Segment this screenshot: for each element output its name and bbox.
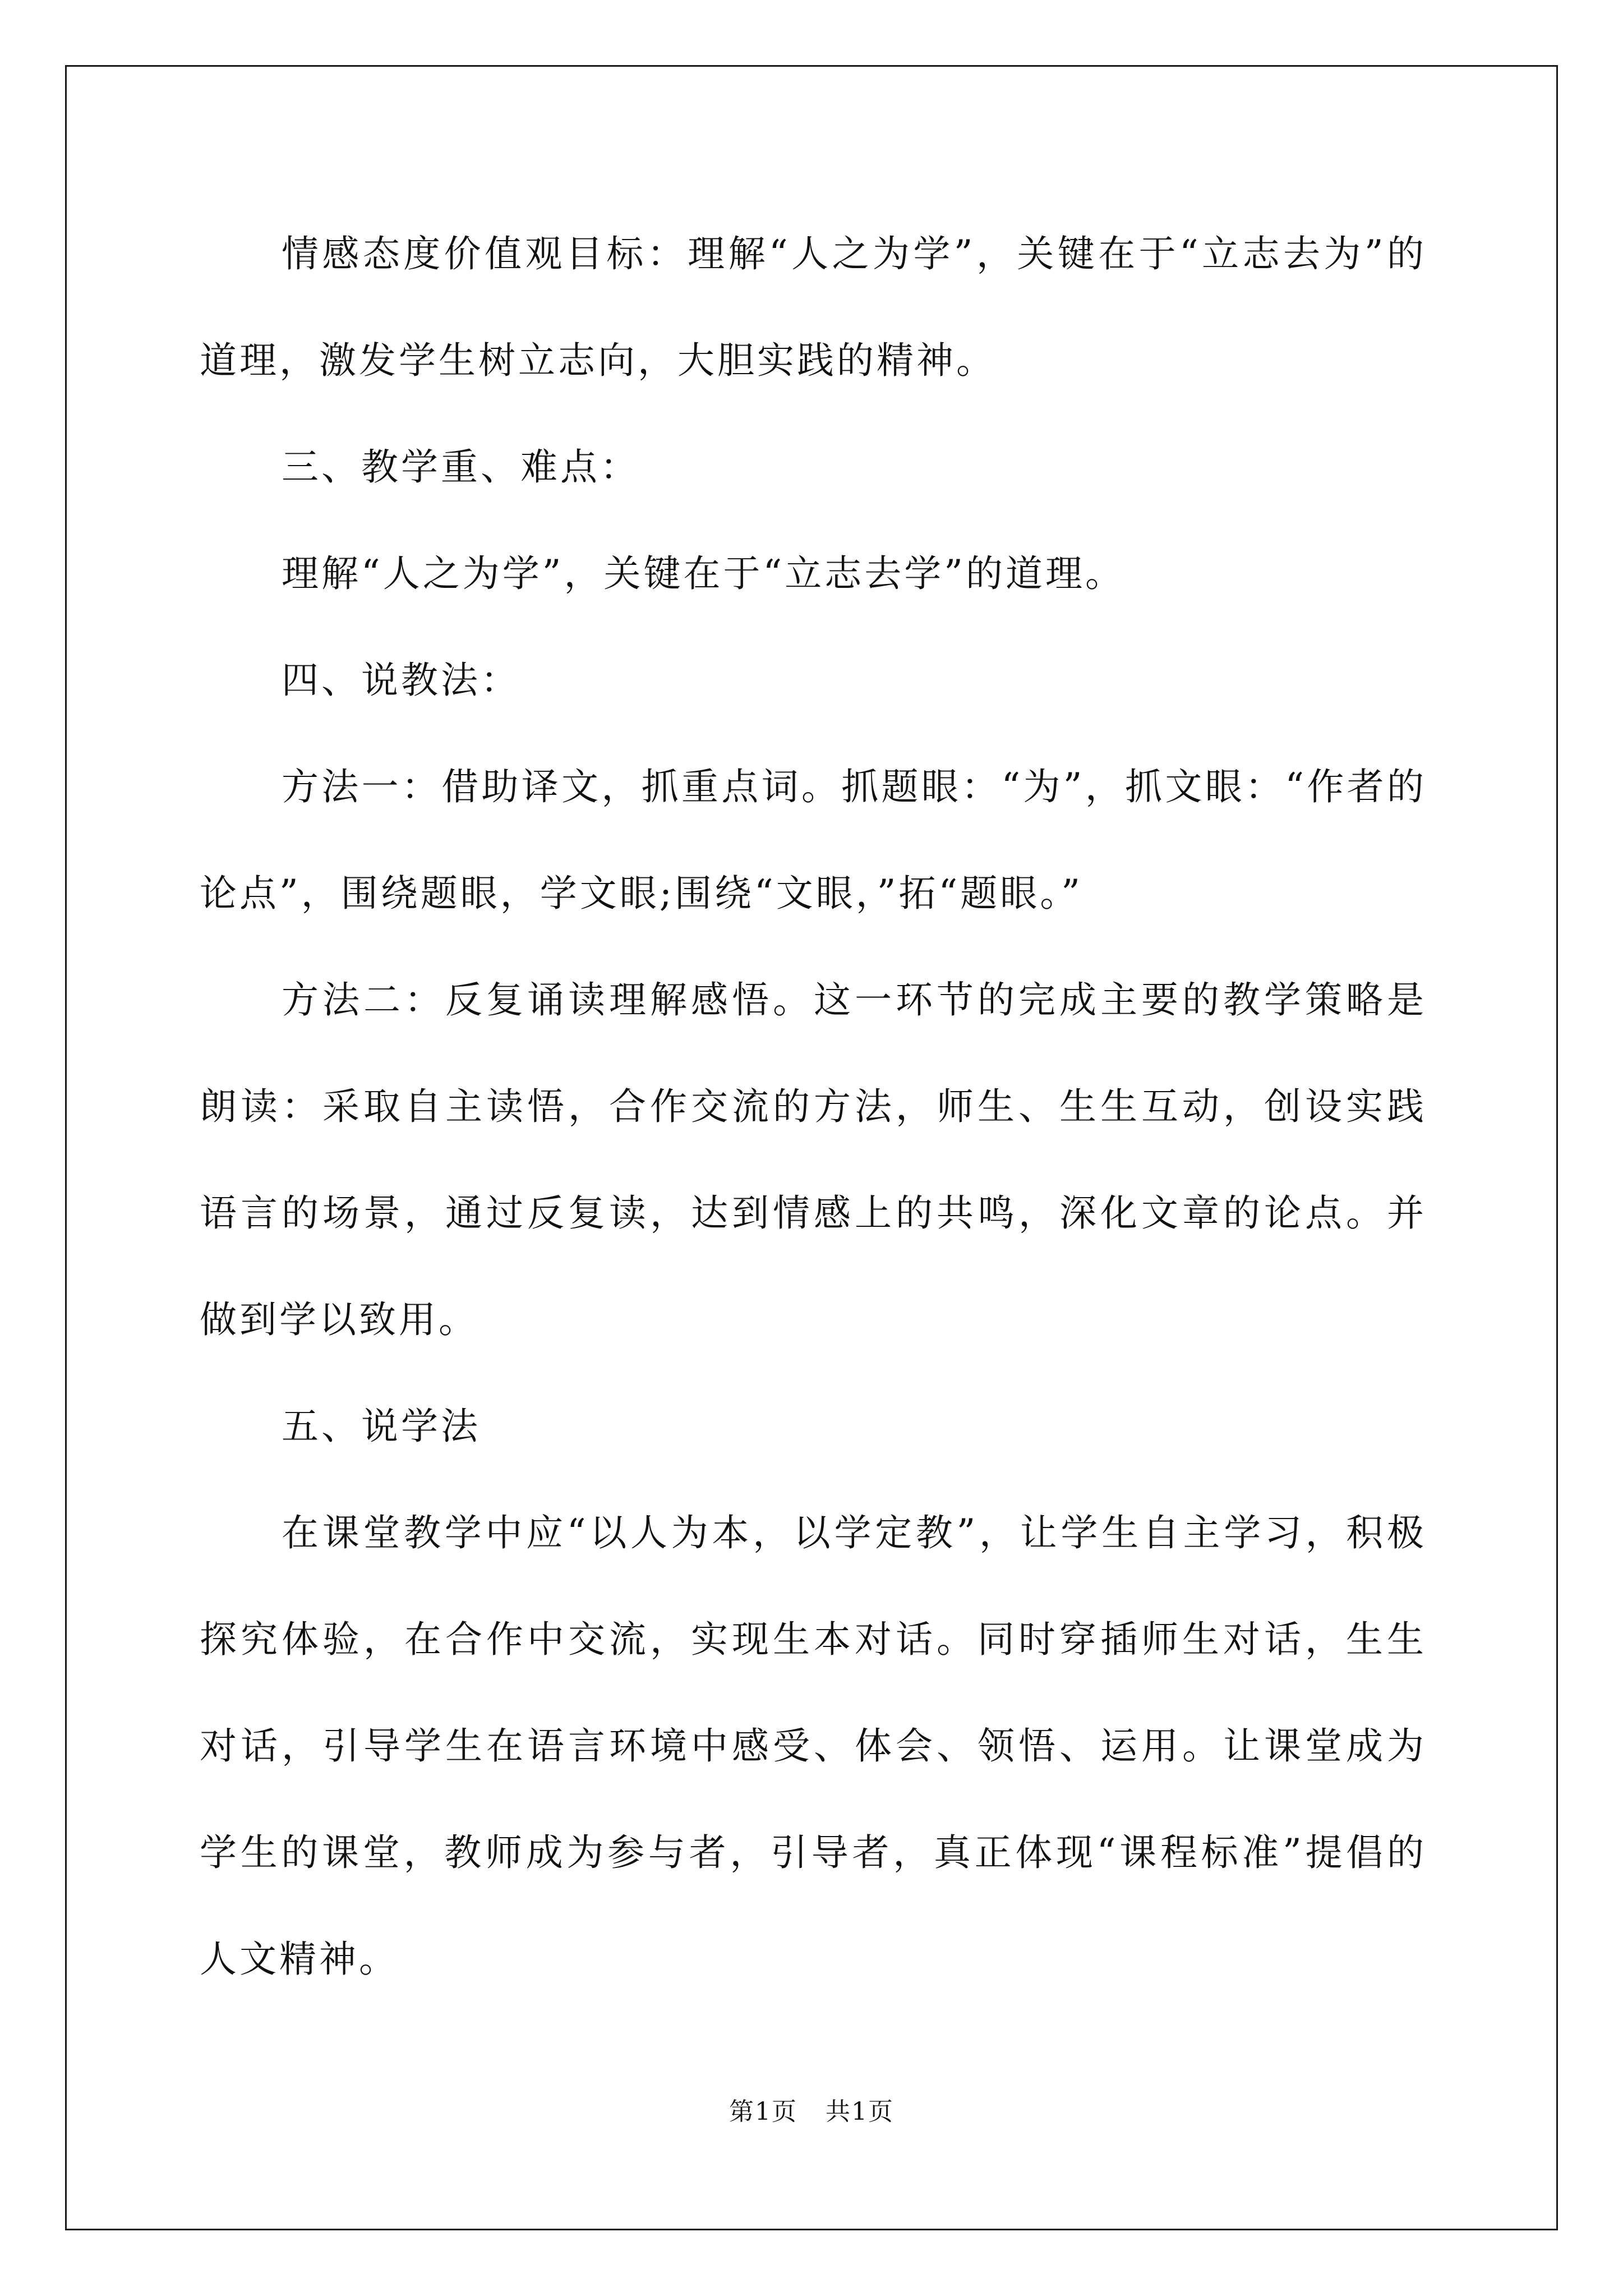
paragraph-objective: 情感态度价值观目标：理解“人之为学”，关键在于“立志去为”的道理，激发学生树立志向，大胆实践的精神。 — [200, 232, 1427, 382]
heading-teaching-methods: 四、说教法： — [282, 659, 520, 702]
page-number-current: 第1页 — [729, 2097, 797, 2126]
paragraph-learning-methods: 在课堂教学中应“以人为本，以学定教”，让学生自主学习，积极探究体验，在合作中交流，实现生本对话。同时穿插师生对话，生生对话，引导学生在语言环境中感受、体会、领悟、运用。让课堂成为学生的课堂，教师成为参与者，引导者，真正体现“课程标准”提倡的人文精神。 — [200, 1511, 1427, 1981]
heading-learning-methods: 五、说学法 — [282, 1405, 481, 1448]
paragraph-key-points: 理解“人之为学”，关键在于“立志去学”的道理。 — [282, 552, 1125, 595]
page-footer — [0, 2095, 1623, 2129]
paragraph-method-two: 方法二：反复诵读理解感悟。这一环节的完成主要的教学策略是朗读：采取自主读悟，合作交流的方法，师生、生生互动，创设实践语言的场景，通过反复读，达到情感上的共鸣，深化文章的论点。并做到学以致用。 — [200, 978, 1427, 1341]
document-body — [200, 201, 1427, 2013]
paragraph-method-one: 方法一：借助译文，抓重点词。抓题眼：“为”，抓文眼：“作者的论点”，围绕题眼，学文眼;围绕“文眼，”拓“题眼。” — [200, 765, 1427, 915]
heading-key-points: 三、教学重、难点： — [282, 445, 640, 489]
page-number-total: 共1页 — [826, 2097, 894, 2126]
